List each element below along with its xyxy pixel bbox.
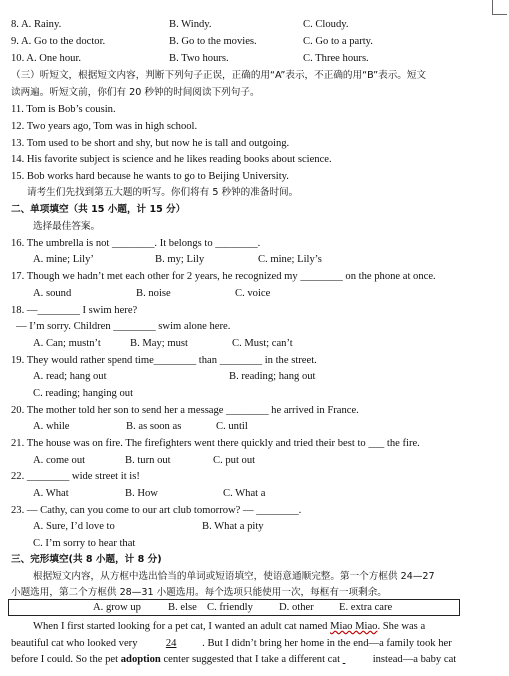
option-18c: C. Must; can’t [232, 338, 293, 349]
question-17: 17. Though we hadn’t met each other for 2 years, he recognized my ________ on the phone at once. [11, 271, 436, 282]
blank-24: 24 [165, 638, 177, 649]
option-17c: C. voice [235, 288, 271, 299]
option-19a: A. read; hang out [33, 371, 107, 382]
option-10b: B. Two hours. [169, 53, 229, 64]
section3-cloze-heading: 三、完形填空(共 8 小题，计 8 分) [11, 554, 162, 565]
option-22b: B. How [125, 488, 158, 499]
question-22: 22. ________ wide street it is! [11, 471, 140, 482]
cat-name: Miao Miao [330, 621, 378, 632]
wordbox-option-a: A. grow up [93, 602, 141, 613]
option-22c: C. What a [223, 488, 266, 499]
option-row-q9 [11, 35, 373, 48]
option-10a: 10. A. One hour. [11, 53, 82, 64]
option-22a: A. What [33, 488, 69, 499]
question-18: 18. —________ I swim here? [11, 305, 138, 316]
statement-12: 12. Two years ago, Tom was in high school. [11, 121, 198, 132]
options-23 [33, 520, 264, 533]
option-8a: 8. A. Rainy. [11, 19, 62, 30]
option-row-q8 [11, 18, 349, 31]
option-16c: C. mine; Lily’s [258, 254, 322, 265]
question-21: 21. The house was on fire. The firefighters went there quickly and tried their best to ___ the fire. [11, 438, 420, 449]
passage-line3 [11, 653, 456, 666]
passage-line1 [33, 620, 425, 633]
options-20 [33, 420, 248, 433]
option-21b: B. turn out [125, 455, 171, 466]
passage-line2-end: . But I didn’t bring her home in the end—a family took her [202, 638, 452, 649]
option-16b: B. my; Lily [155, 254, 205, 265]
option-row-q10 [11, 52, 369, 65]
options-22 [33, 487, 266, 500]
question-16: 16. The umbrella is not ________. It belongs to ________. [11, 238, 261, 249]
cloze-instructions-line1: 根据短文内容，从方框中选出恰当的单词或短语填空，使语意通顺完整。第一个方框供 24—27 [33, 571, 435, 582]
statement-11: 11. Tom is Bob’s cousin. [11, 104, 116, 115]
passage-line3-mid: center suggested that I take a different cat [163, 654, 341, 665]
wordbox-option-e: E. extra care [339, 602, 393, 613]
option-21a: A. come out [33, 455, 86, 466]
wordbox-option-b: B. else [168, 602, 197, 613]
options-19 [33, 370, 316, 383]
option-19c: C. reading; hanging out [33, 388, 134, 399]
option-23b: B. What a pity [202, 521, 264, 532]
section3-instructions-line2: 读两遍。听短文前，你们有 20 秒钟的时间阅读下列句子。 [11, 87, 260, 98]
passage-line2-start: beautiful cat who looked very [11, 638, 138, 649]
statement-14: 14. His favorite subject is science and he likes reading books about science. [11, 154, 332, 165]
section2-heading: 二、单项填空（共 15 小题，计 15 分） [11, 204, 186, 215]
option-21c: C. put out [213, 455, 256, 466]
wordbox-option-c: C. friendly [207, 602, 253, 613]
page-corner-mark [492, 0, 507, 15]
option-10c: C. Three hours. [303, 53, 369, 64]
option-20a: A. while [33, 421, 70, 432]
cloze-instructions-line2: 小题选用，第二个方框供 28—31 小题选用。每个选项只能使用一次，每框有一项剩余。 [11, 587, 387, 598]
word-box [8, 599, 460, 616]
section3-instructions-line1: （三）听短文，根据短文内容，判断下列句子正误，正确的用“A”表示，不正确的用“B”表示。短文 [11, 70, 427, 81]
option-19b: B. reading; hang out [229, 371, 316, 382]
options-17 [33, 287, 271, 300]
options-18 [33, 337, 293, 350]
option-9b: B. Go to the movies. [169, 36, 257, 47]
prep-note: 请考生们先找到第五大题的听写。你们将有 5 秒钟的准备时间。 [27, 187, 299, 198]
statement-13: 13. Tom used to be short and shy, but now he is tall and outgoing. [11, 138, 290, 149]
question-19: 19. They would rather spend time________ than ________ in the street. [11, 355, 317, 366]
option-20b: B. as soon as [126, 421, 182, 432]
question-23: 23. — Cathy, can you come to our art club tomorrow? — ________. [11, 505, 302, 516]
word-adoption: adoption [120, 654, 161, 665]
passage-line1-end: . She was a [377, 621, 426, 632]
option-23a: A. Sure, I’d love to [33, 521, 115, 532]
wordbox-option-d: D. other [279, 602, 314, 613]
passage-line2 [11, 637, 452, 650]
options-16 [33, 253, 322, 266]
option-18a: A. Can; mustn’t [33, 338, 101, 349]
option-9c: C. Go to a party. [303, 36, 373, 47]
option-9a: 9. A. Go to the doctor. [11, 36, 106, 47]
option-8c: C. Cloudy. [303, 19, 349, 30]
passage-line3-end: instead—a baby cat [372, 654, 457, 665]
blank-25 [343, 653, 373, 666]
option-8b: B. Windy. [169, 19, 212, 30]
section2-subheading: 选择最佳答案。 [33, 221, 101, 232]
option-18b: B. May; must [130, 338, 188, 349]
passage-line3-start: before I could. So the pet [11, 654, 119, 665]
option-17b: B. noise [136, 288, 171, 299]
option-16a: A. mine; Lily’ [33, 254, 94, 265]
question-18-reply: — I’m sorry. Children ________ swim alone here. [16, 321, 231, 332]
statement-15: 15. Bob works hard because he wants to go to Beijing University. [11, 171, 289, 182]
option-17a: A. sound [33, 288, 72, 299]
passage-line1-text: When I first started looking for a pet cat, I wanted an adult cat named [33, 621, 328, 632]
option-23c: C. I’m sorry to hear that [33, 538, 136, 549]
option-20c: C. until [216, 421, 248, 432]
question-20: 20. The mother told her son to send her a message ________ he arrived in France. [11, 405, 359, 416]
options-21 [33, 454, 256, 467]
